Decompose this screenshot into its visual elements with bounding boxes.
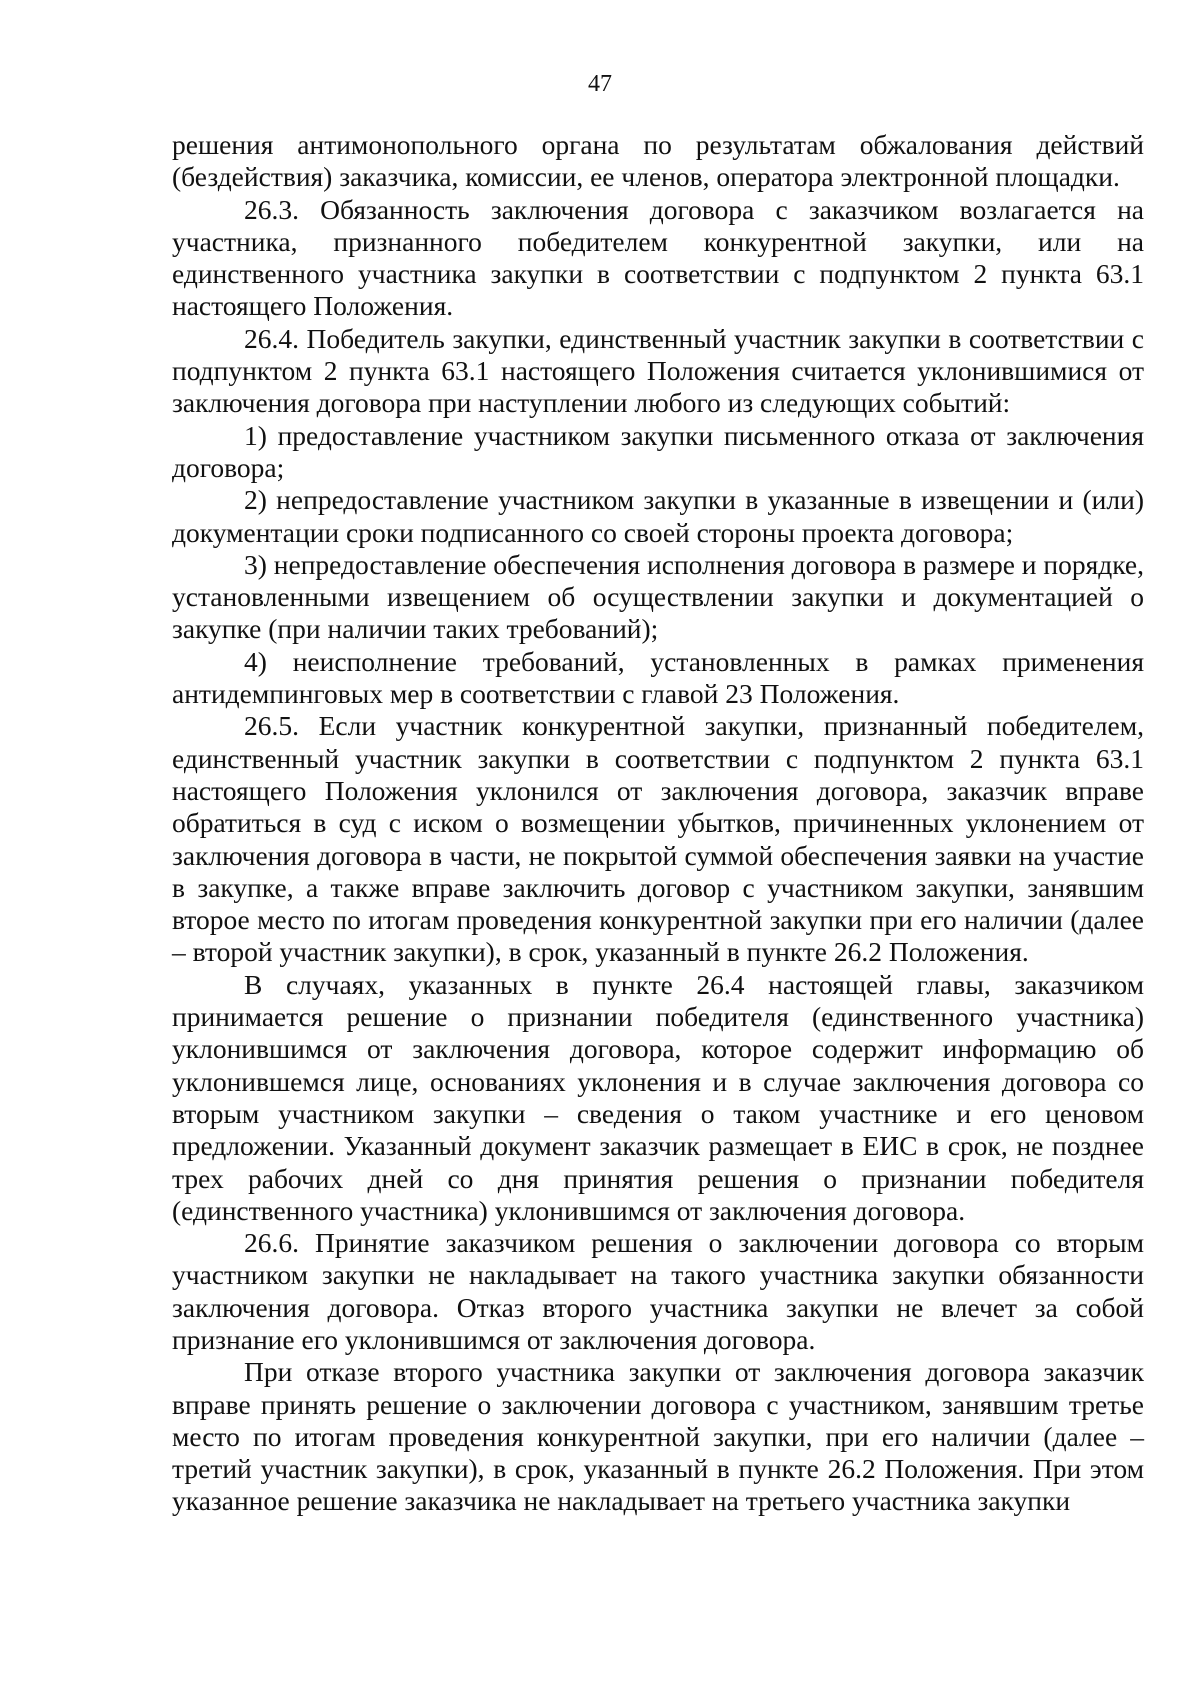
list-item-4: 4) неисполнение требований, установленных в рамках применения антидемпинговых мер в соответствии с главой 23 Положения. [172,645,1144,710]
list-item-3: 3) непредоставление обеспечения исполнения договора в размере и порядке, установленными извещением об осуществлении закупки и документацией о закупке (при наличии таких требований); [172,548,1145,645]
page-number: 47 [588,71,612,97]
paragraph-26-4: 26.4. Победитель закупки, единственный участник закупки в соответствии с подпунктом 2 пункта 63.1 настоящего Положения считается уклонившимися от заключения договора при наступлении любого из следующих событий: [172,322,1144,419]
document-body [172,129,1144,1518]
list-item-1: 1) предоставление участником закупки письменного отказа от заключения договора; [172,419,1144,483]
paragraph-26-6: 26.6. Принятие заказчиком решения о заключении договора со вторым участником закупки не накладывает на такого участника закупки обязанности заключения договора. Отказ второго участника закупки не влечет за собой признание его уклонившимся от заключения договора. [172,1227,1144,1355]
paragraph-26-6-refusal: При отказе второго участника закупки от заключения договора заказчик вправе принять решение о заключении договора с участником, занявшим третье место по итогам проведения конкурентной закупки, при его наличии (далее – третий участник закупки), в срок, указанный в пункте 26.2 Положения. При этом указанное решение заказчика не накладывает на третьего участника закупки [172,1356,1144,1517]
paragraph-26-5-cases: В случаях, указанных в пункте 26.4 настоящей главы, заказчиком принимается решение о признании победителя (единственного участника) уклонившимся от заключения договора, которое содержит информацию об уклонившемся лице, основаниях уклонения и в случае заключения договора со вторым участником закупки – сведения о таком участнике и его ценовом предложении. Указанный документ заказчик размещает в ЕИС в срок, не позднее трех рабочих дней со дня принятия решения о признании победителя (единственного участника) уклонившимся от заключения договора. [172,968,1144,1226]
list-item-2: 2) непредоставление участником закупки в указанные в извещении и (или) документации сроки подписанного со своей стороны проекта договора; [172,484,1144,548]
paragraph-26-3: 26.3. Обязанность заключения договора с заказчиком возлагается на участника, признанного победителем конкурентной закупки, или на единственного участника закупки в соответствии с подпунктом 2 пункта 63.1 настоящего Положения. [172,193,1144,322]
paragraph-continuation: решения антимонопольного органа по результатам обжалования действий (бездействия) заказчика, комиссии, ее членов, оператора электронной площадки. [172,129,1144,193]
paragraph-26-5: 26.5. Если участник конкурентной закупки, признанный победителем, единственный участник закупки в соответствии с подпунктом 2 пункта 63.1 настоящего Положения уклонился от заключения договора, заказчик вправе обратиться в суд с иском о возмещении убытков, причиненных уклонением от заключения договора в части, не покрытой суммой обеспечения заявки на участие в закупке, а также вправе заключить договор с участником закупки, занявшим второе место по итогам проведения конкурентной закупки при его наличии (далее – второй участник закупки), в срок, указанный в пункте 26.2 Положения. [172,710,1144,968]
